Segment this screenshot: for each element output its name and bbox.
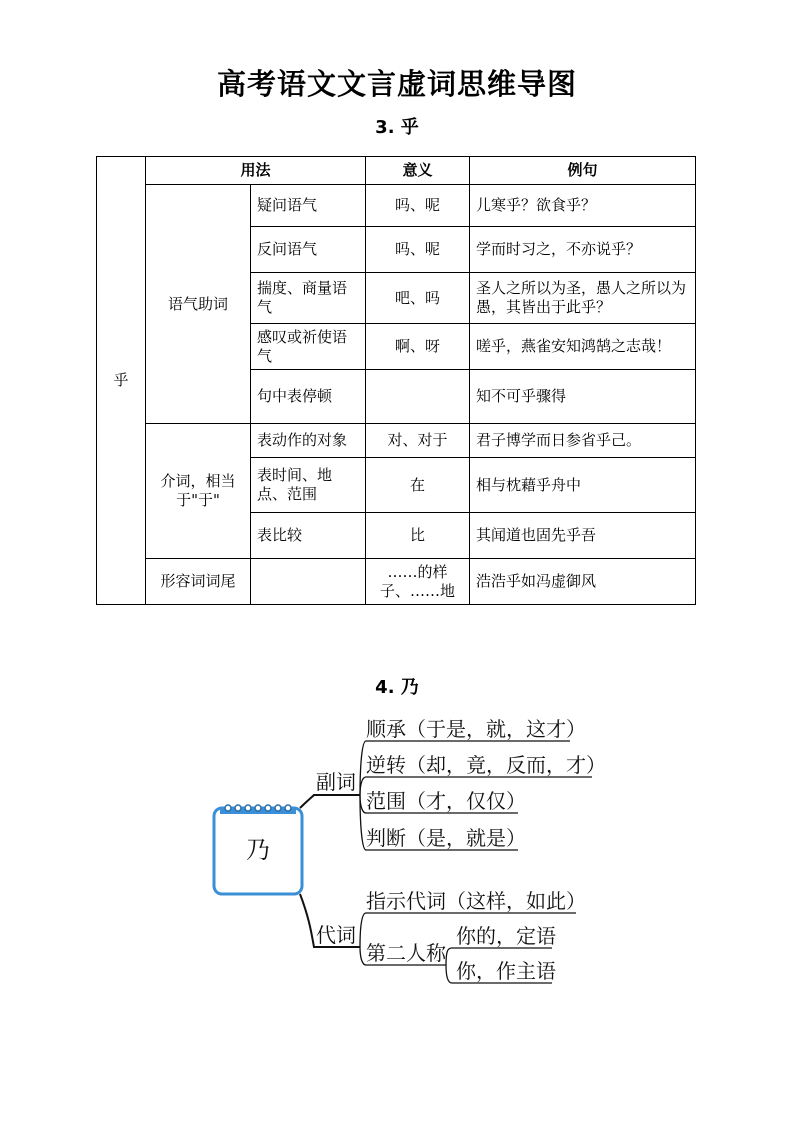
example-cell: 浩浩乎如冯虚御风 bbox=[470, 559, 696, 605]
meaning-cell: 在 bbox=[366, 458, 470, 513]
leaf-panduan: 判断（是，就是） bbox=[366, 826, 526, 850]
meaning-cell: 啊、呀 bbox=[366, 324, 470, 370]
usage-cell: 感叹或祈使语气 bbox=[251, 324, 366, 370]
example-cell: 君子博学而日参省乎己。 bbox=[470, 424, 696, 458]
example-cell: 学而时习之，不亦说乎？ bbox=[470, 227, 696, 273]
meaning-cell: 对、对于 bbox=[366, 424, 470, 458]
meaning-cell: 吗、呢 bbox=[366, 185, 470, 227]
leaf-your-attributive: 你的，定语 bbox=[456, 924, 556, 948]
usage-cell: 表时间、地点、范围 bbox=[251, 458, 366, 513]
example-cell: 儿寒乎？欲食乎？ bbox=[470, 185, 696, 227]
leaf-nizhuan: 逆转（却，竟，反而，才） bbox=[366, 753, 606, 777]
category-cell: 形容词词尾 bbox=[146, 559, 251, 605]
section-4-heading: 4. 乃 bbox=[375, 677, 419, 698]
example-cell: 知不可乎骤得 bbox=[470, 370, 696, 424]
usage-cell bbox=[251, 559, 366, 605]
example-cell: 相与枕藉乎舟中 bbox=[470, 458, 696, 513]
branch-adverb: 副词 bbox=[316, 770, 356, 794]
meaning-cell: 吧、吗 bbox=[366, 273, 470, 324]
page-title: 高考语文文言虚词思维导图 bbox=[216, 67, 577, 101]
usage-table bbox=[96, 156, 696, 605]
meaning-cell: 比 bbox=[366, 513, 470, 559]
meaning-cell: 吗、呢 bbox=[366, 227, 470, 273]
usage-cell: 表比较 bbox=[251, 513, 366, 559]
table-row bbox=[97, 559, 696, 605]
section-3-heading: 3. 乎 bbox=[375, 117, 419, 138]
table-row bbox=[97, 424, 696, 458]
character-cell: 乎 bbox=[97, 157, 146, 605]
example-cell: 其闻道也固先乎吾 bbox=[470, 513, 696, 559]
usage-cell: 反问语气 bbox=[251, 227, 366, 273]
usage-cell: 表动作的对象 bbox=[251, 424, 366, 458]
meaning-cell: ……的样子、……地 bbox=[366, 559, 470, 605]
meaning-cell bbox=[366, 370, 470, 424]
usage-cell: 句中表停顿 bbox=[251, 370, 366, 424]
leaf-fanwei: 范围（才，仅仅） bbox=[366, 789, 526, 813]
category-cell: 语气助词 bbox=[146, 185, 251, 424]
header-usage: 用法 bbox=[146, 157, 366, 185]
category-cell: 介词，相当于"于" bbox=[146, 424, 251, 559]
table-row bbox=[97, 185, 696, 227]
mindmap-root: 乃 bbox=[246, 836, 270, 864]
header-meaning: 意义 bbox=[366, 157, 470, 185]
leaf-demonstrative: 指示代词（这样，如此） bbox=[366, 889, 586, 913]
usage-cell: 疑问语气 bbox=[251, 185, 366, 227]
example-cell: 圣人之所以为圣，愚人之所以为愚，其皆出于此乎？ bbox=[470, 273, 696, 324]
header-example: 例句 bbox=[470, 157, 696, 185]
branch-pronoun: 代词 bbox=[316, 923, 356, 947]
usage-cell: 揣度、商量语气 bbox=[251, 273, 366, 324]
leaf-you-subject: 你，作主语 bbox=[456, 959, 556, 983]
leaf-second-person: 第二人称 bbox=[366, 941, 446, 965]
mind-map bbox=[200, 705, 620, 995]
example-cell: 嗟乎，燕雀安知鸿鹄之志哉！ bbox=[470, 324, 696, 370]
connector-adverb bbox=[300, 795, 360, 808]
leaf-shuncheng: 顺承（于是，就，这才） bbox=[366, 717, 586, 741]
